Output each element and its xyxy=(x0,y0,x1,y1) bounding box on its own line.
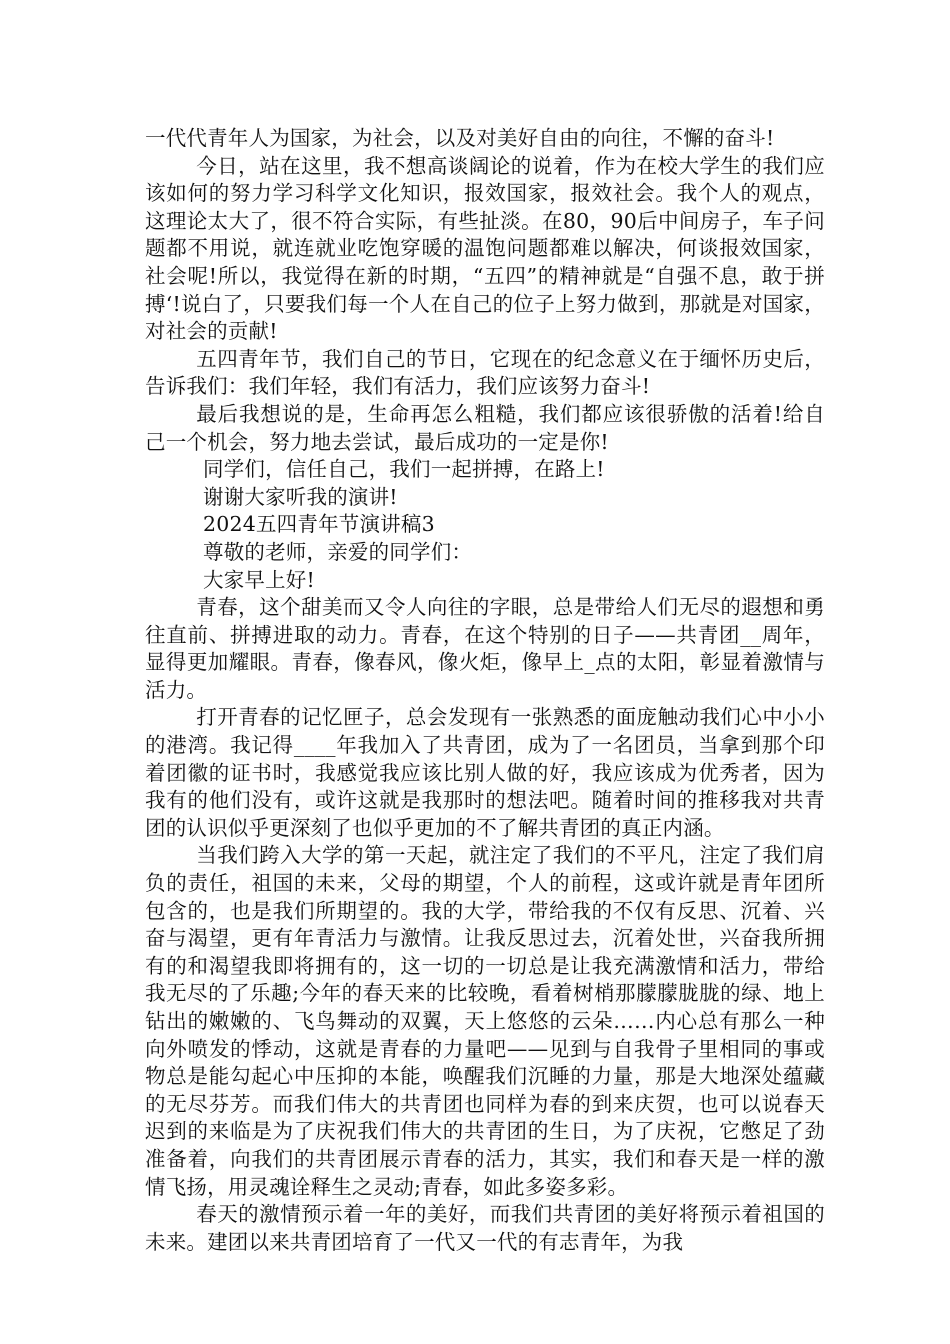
salutation: 尊敬的老师，亲爱的同学们： xyxy=(203,539,473,564)
paragraph-3: 五四青年节，我们自己的节日，它现在的纪念意义在于缅怀历史后，告诉我们：我们年轻，我们有活力，我们应该努力奋斗! xyxy=(145,346,825,399)
paragraph-13: 春天的激情预示着一年的美好，而我们共青团的美好将预示着祖国的未来。建团以来共青团培育了一代又一代的有志青年，为我 xyxy=(145,1202,825,1254)
paragraph-2: 今日，站在这里，我不想高谈阔论的说着，作为在校大学生的我们应该如何的努力学习科学文化知识，报效国家，报效社会。我个人的观点，这理论太大了，很不符合实际，有些扯淡。在80，90后中间房子，车子问题都不用说，就连就业吃饱穿暖的温饱问题都难以解决，何谈报效国家，社会呢!所以，我觉得在新的时期，“五四”的精神就是“自强不息，敢于拼搏‘!说白了，只要我们每一个人在自己的位子上努力做到，那就是对国家，对社会的贡献! xyxy=(145,153,825,344)
paragraph-4: 最后我想说的是，生命再怎么粗糙，我们都应该很骄傲的活着!给自己一个机会，努力地去尝试，最后成功的一定是你! xyxy=(145,401,825,454)
greeting: 大家早上好! xyxy=(203,567,315,592)
paragraph-12: 当我们跨入大学的第一天起，就注定了我们的不平凡，注定了我们肩负的责任，祖国的未来，父母的期望，个人的前程，这或许就是青年团所包含的，也是我们所期望的。我的大学，带给我的不仅有反思、沉着、兴奋与渴望，更有年青活力与激情。让我反思过去，沉着处世，兴奋我所拥有的和渴望我即将拥有的，这一切的一切总是让我充满激情和活力，带给我无尽的了乐趣;今年的春天来的比较晚，看着树梢那朦朦胧胧的绿、地上钻出的嫩嫩的、飞鸟舞动的双翼，天上悠悠的云朵……内心总有那么一种向外喷发的悸动，这就是青春的力量吧——见到与自我骨子里相同的事或物总是能勾起心中压抑的本能，唤醒我们沉睡的力量，那是大地深处蕴藏的无尽芬芳。而我们伟大的共青团也同样为春的到来庆贺，也可以说春天迟到的来临是为了庆祝我们伟大的共青团的生日，为了庆祝，它憋足了劲准备着，向我们的共青团展示青春的活力，其实，我们和春天是一样的激情飞扬，用灵魂诠释生之灵动;青春，如此多姿多彩。 xyxy=(145,843,825,1199)
section-heading: 2024五四青年节演讲稿3 xyxy=(203,512,435,537)
paragraph-11: 打开青春的记忆匣子，总会发现有一张熟悉的面庞触动我们心中小小的港湾。我记得____年我加入了共青团，成为了一名团员，当拿到那个印着团徽的证书时，我感觉我应该比别人做的好，我应该成为优秀者，因为我有的他们没有，或许这就是我那时的想法吧。随着时间的推移我对共青团的认识似乎更深刻了也似乎更加的不了解共青团的真正内涵。 xyxy=(145,705,825,840)
paragraph-5: 同学们，信任自己，我们一起拼搏，在路上! xyxy=(203,457,605,482)
paragraph-10: 青春，这个甜美而又令人向往的字眼，总是带给人们无尽的遐想和勇往直前、拼搏进取的动力。青春，在这个特别的日子——共青团__周年，显得更加耀眼。青春，像春风，像火炬，像早上_点的太阳，彰显着激情与活力。 xyxy=(145,595,825,702)
paragraph-1: 一代代青年人为国家，为社会，以及对美好自由的向往，不懈的奋斗! xyxy=(145,126,775,150)
document-page xyxy=(145,125,825,1256)
paragraph-6: 谢谢大家听我的演讲! xyxy=(203,484,398,509)
